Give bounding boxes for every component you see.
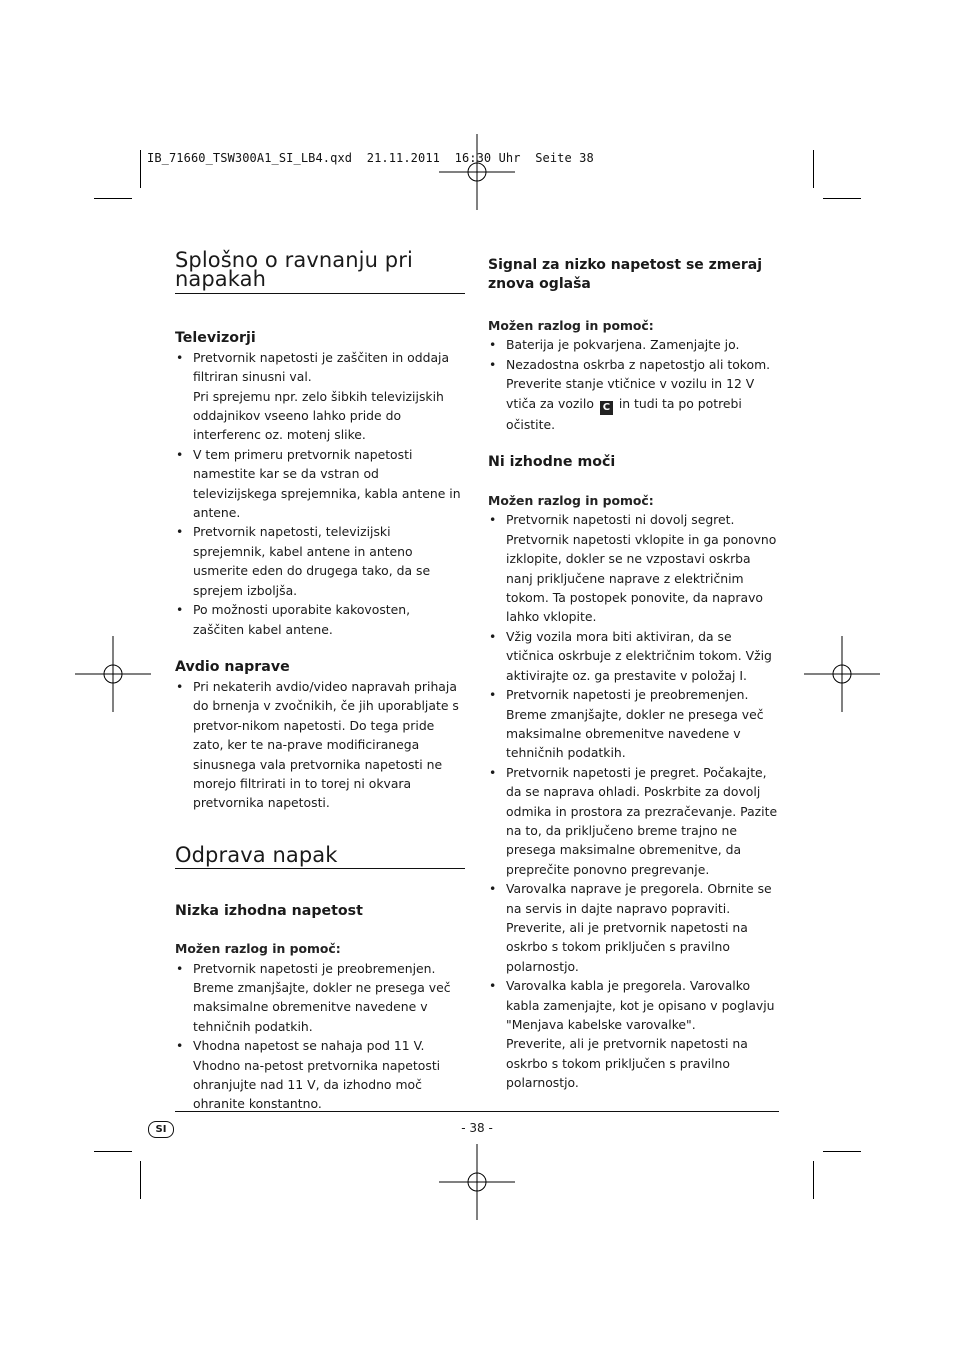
registration-mark-icon bbox=[439, 134, 515, 210]
registration-mark-icon bbox=[804, 636, 880, 712]
subheading-low-output-voltage: Nizka izhodna napetost bbox=[175, 903, 363, 920]
cause-label: Možen razlog in pomoč: bbox=[488, 493, 654, 509]
cause-label: Možen razlog in pomoč: bbox=[488, 318, 654, 333]
list-item-text: Pretvornik napetosti je pregret. Počakajte, da se naprava ohladi. Poskrbite za dovolj odmika in prostora za prezračevanje. Pazite na to, da priključeno breme trajno ne presega maksimalne obremenitve, da preprečite ponovno pregrevanje. bbox=[506, 764, 778, 877]
list-item-continuation bbox=[506, 374, 780, 434]
list-item-text: Vžig vozila mora biti aktiviran, da se vtičnica oskrbuje z električnim tokom. Vžig aktivirajte oz. ga prestavite v položaj I. bbox=[506, 628, 772, 683]
print-file-header: IB_71660_TSW300A1_SI_LB4.qxd 21.11.2011 16:30 Uhr Seite 38 bbox=[147, 151, 594, 165]
tv-list bbox=[175, 348, 465, 639]
list-item bbox=[488, 335, 780, 354]
list-item-text: Pretvornik napetosti, televizijski sprejemnik, kabel antene in anteno usmerite eden do drugega tako, da se sprejem izboljša. bbox=[193, 524, 431, 598]
list-item-text: Po možnosti uporabite kakovosten, zaščiten kabel antene. bbox=[193, 602, 411, 637]
list-item bbox=[488, 627, 780, 685]
registration-mark-icon bbox=[439, 1144, 515, 1220]
list-item-text: Pri nekaterih avdio/video napravah prihaja do brnenja v zvočnikih, če jih uporabljate s pretvor-nikom napetosti. Do tega pride zato, ker te na-prave modificiranega sinusnega vala pretvornika napetosti ne morejo filtrirati in to torej ni okvara pretvornika napetosti. bbox=[193, 678, 459, 811]
registration-mark-icon bbox=[75, 636, 151, 712]
page-number: - 38 - bbox=[461, 1121, 493, 1135]
list-item-text: Baterija je pokvarjena. Zamenjajte jo. bbox=[506, 337, 740, 353]
subheading-audio-devices: Avdio naprave bbox=[175, 658, 290, 675]
list-item bbox=[488, 879, 780, 976]
section-title-troubleshooting: Odprava napak bbox=[175, 846, 465, 869]
list-item-text: Pretvornik napetosti je preobremenjen. Breme zmanjšajte, dokler ne presega več maksimalne obremenitve navedene v tehničnih podatkih. bbox=[506, 687, 764, 761]
list-item bbox=[175, 677, 465, 813]
socket-c-label-icon: C bbox=[600, 401, 613, 415]
list-item-text: Preverite, ali je pretvornik napetosti na oskrbo s tokom priključen s pravilno polarnostjo. bbox=[506, 1036, 748, 1091]
list-item bbox=[175, 1036, 465, 1114]
list-item bbox=[175, 600, 465, 639]
list-item bbox=[488, 685, 780, 763]
language-badge: SI bbox=[148, 1121, 174, 1138]
list-item-text: Pretvornik napetosti je zaščiten in oddaja filtriran sinusni val. bbox=[193, 349, 450, 385]
subheading-no-output-power: Ni izhodne moči bbox=[488, 454, 616, 471]
list-item-text: Preverite stanje vtičnice v vozilu in 12 V vtiča za vozilo bbox=[506, 376, 755, 411]
list-item-text: V tem primeru pretvornik napetosti namestite kar se da vstran od televizijskega sprejemnika, kabla antene in antene. bbox=[193, 446, 461, 521]
crop-mark bbox=[813, 150, 814, 188]
crop-mark bbox=[94, 1151, 132, 1152]
low-output-list bbox=[175, 959, 465, 1114]
list-item-text: Varovalka naprave je pregorela. Obrnite se na servis in dajte napravo popraviti. Preverite, ali je pretvornik napetosti na oskrbo s tokom priključen s pravilno polarnostjo. bbox=[506, 881, 772, 974]
footer-rule bbox=[175, 1111, 779, 1112]
list-item-text: Varovalka kabla je pregorela. Varovalko kabla zamenjajte, kot je opisano v poglavju "Menjava kabelske varovalke". bbox=[506, 978, 775, 1032]
left-column bbox=[175, 248, 465, 1114]
crop-mark bbox=[823, 1151, 861, 1152]
list-item-text: in tudi ta po potrebi očistite. bbox=[506, 395, 742, 432]
right-column bbox=[488, 256, 780, 1093]
list-item bbox=[175, 959, 465, 1037]
crop-mark bbox=[94, 198, 132, 199]
crop-mark bbox=[823, 198, 861, 199]
list-item bbox=[488, 355, 780, 434]
list-item bbox=[488, 763, 780, 879]
crop-mark bbox=[140, 1161, 141, 1199]
audio-list bbox=[175, 677, 465, 813]
list-item bbox=[175, 522, 465, 600]
list-item-text: Pri sprejemu npr. zelo šibkih televizijskih oddajnikov vseeno lahko pride do interferenc oz. motenj slike. bbox=[193, 388, 444, 443]
section-title-troubleshooting-general: Splošno o ravnanju pri napakah bbox=[175, 251, 465, 294]
list-item-text: Pretvornik napetosti ni dovolj segret. Pretvornik napetosti vklopite in ga ponovno izklopite, dokler se ne vzpostavi oskrba nanj priključene naprave z električnim tokom. Ta postopek ponovite, da napravo lahko vklopite. bbox=[506, 512, 777, 625]
list-item bbox=[175, 348, 465, 445]
list-item bbox=[488, 510, 780, 626]
list-item-text: Nezadostna oskrba z napetostjo ali tokom. bbox=[506, 356, 771, 372]
no-power-list bbox=[488, 510, 780, 1092]
list-item-text: Vhodna napetost se nahaja pod 11 V. Vhodno na-petost pretvornika napetosti ohranjujte nad 11 V, da izhodno moč ohranite konstantno. bbox=[193, 1038, 441, 1112]
cause-label: Možen razlog in pomoč: bbox=[175, 941, 341, 957]
list-item-text: Pretvornik napetosti je preobremenjen. Breme zmanjšajte, dokler ne presega več maksimalne obremenitve navedene v tehničnih podatkih. bbox=[193, 960, 451, 1034]
subheading-televisions: Televizorji bbox=[175, 329, 256, 346]
signal-list bbox=[488, 335, 780, 434]
list-item bbox=[488, 976, 780, 1092]
crop-mark bbox=[813, 1161, 814, 1199]
list-item bbox=[175, 445, 465, 523]
crop-mark bbox=[140, 150, 141, 188]
subheading-low-voltage-signal: Signal za nizko napetost se zmeraj znova oglaša bbox=[488, 257, 763, 292]
